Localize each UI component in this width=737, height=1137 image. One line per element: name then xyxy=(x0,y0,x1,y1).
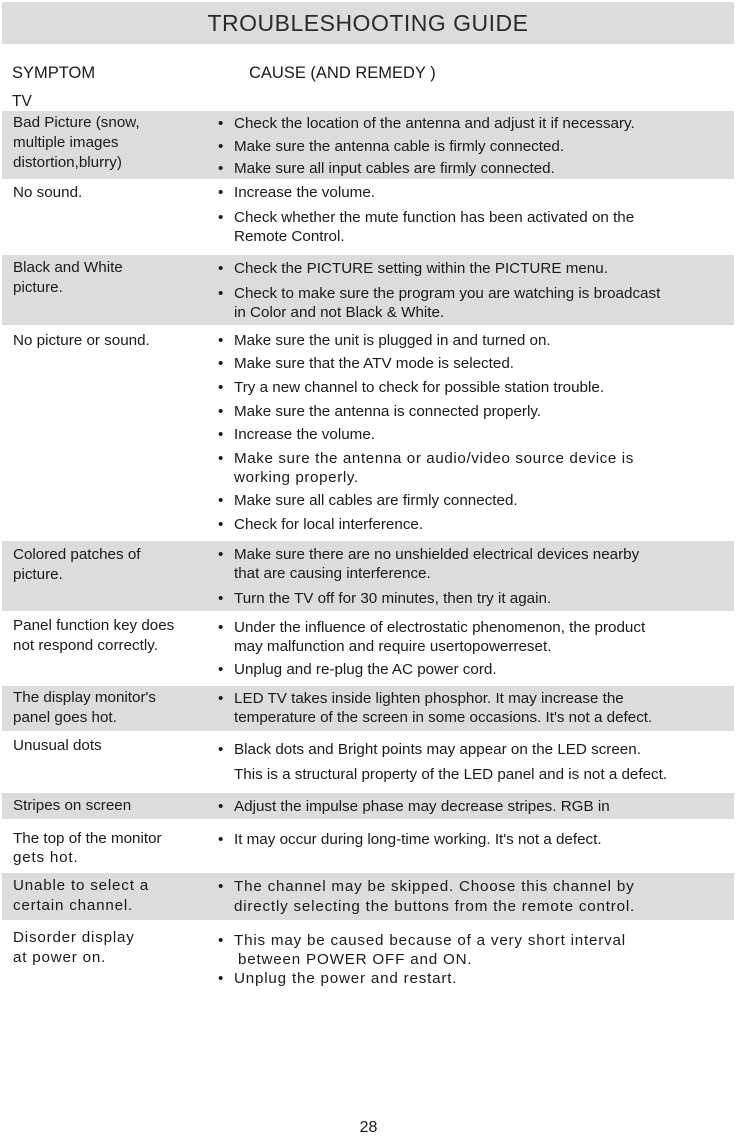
page-number: 28 xyxy=(359,1119,378,1136)
remedy-item: • Make sure all cables are firmly connected. xyxy=(220,491,736,510)
symptom-column-header: SYMPTOM xyxy=(12,64,96,82)
cause-column-header: CAUSE (AND REMEDY ) xyxy=(249,64,436,82)
page-title: TROUBLESHOOTING GUIDE xyxy=(207,9,529,36)
remedy-item: • Increase the volume. xyxy=(220,183,736,202)
symptom-text: The display monitor's panel goes hot. xyxy=(13,689,157,726)
remedy-item: • It may occur during long-time working. It's not a defect. xyxy=(220,830,736,849)
remedy-item: • Check the PICTURE setting within the PICTURE menu. xyxy=(220,259,736,278)
troubleshooting-row xyxy=(2,926,734,996)
troubleshooting-row xyxy=(2,613,734,684)
title-bar xyxy=(2,2,734,44)
remedy-item: • Adjust the impulse phase may decrease stripes. RGB in xyxy=(220,797,736,816)
remedy-item: • LED TV takes inside lighten phosphor. It may increase the temperature of the screen in some occasions. It's not a defect. xyxy=(220,689,736,727)
symptom-text: Stripes on screen xyxy=(13,797,132,814)
remedy-item: • Increase the volume. xyxy=(220,425,736,444)
troubleshooting-row xyxy=(2,541,734,611)
remedy-item: • Make sure there are no unshielded electrical devices nearby that are causing interference. xyxy=(220,545,736,583)
troubleshooting-row xyxy=(2,255,734,325)
remedy-item: • Unplug the power and restart. xyxy=(220,969,736,988)
section-label: TV xyxy=(12,93,32,110)
symptom-text: Panel function key does not respond correctly. xyxy=(13,617,175,654)
troubleshooting-row xyxy=(2,327,734,539)
troubleshooting-row xyxy=(2,733,734,791)
troubleshooting-row xyxy=(2,181,734,253)
symptom-text: Disorder display at power on. xyxy=(13,929,135,966)
troubleshooting-row xyxy=(2,111,734,179)
remedy-item: • Make sure the antenna is connected properly. xyxy=(220,402,736,421)
remedy-item: • Make sure that the ATV mode is selected. xyxy=(220,354,736,373)
symptom-text: No picture or sound. xyxy=(13,332,150,349)
symptom-text: Unusual dots xyxy=(13,737,102,754)
remedy-item: • Turn the TV off for 30 minutes, then try it again. xyxy=(220,589,736,608)
troubleshooting-row xyxy=(2,825,734,871)
remedy-item: • Check to make sure the program you are watching is broadcast in Color and not Black & White. xyxy=(220,284,736,322)
troubleshooting-row xyxy=(2,686,734,731)
remedy-item: • Check the location of the antenna and adjust it if necessary. xyxy=(220,114,736,133)
symptom-text: Unable to select a certain channel. xyxy=(13,877,149,914)
symptom-text: Black and White picture. xyxy=(13,259,123,296)
remedy-item: • Make sure the antenna cable is firmly connected. xyxy=(220,137,736,156)
remedy-item: • This may be caused because of a very short interval between POWER OFF and ON. xyxy=(220,931,736,969)
symptom-text: Bad Picture (snow, multiple images distortion,blurry) xyxy=(13,114,140,171)
symptom-text: Colored patches of picture. xyxy=(13,546,141,583)
remedy-item: • Check for local interference. xyxy=(220,515,736,534)
symptom-text: The top of the monitor gets hot. xyxy=(13,830,162,866)
remedy-item: • The channel may be skipped. Choose this channel by directly selecting the buttons from the remote control. xyxy=(220,877,736,917)
troubleshooting-row xyxy=(2,793,734,819)
remedy-item: • Make sure all input cables are firmly connected. xyxy=(220,159,736,178)
remedy-item: • Black dots and Bright points may appear on the LED screen. This is a structural property of the LED panel and is not a defect. xyxy=(220,737,736,787)
remedy-item: • Under the influence of electrostatic phenomenon, the product may malfunction and require usertopowerreset. xyxy=(220,618,736,656)
remedy-item: • Make sure the antenna or audio/video source device is working properly. xyxy=(220,449,736,487)
remedy-item: • Make sure the unit is plugged in and turned on. xyxy=(220,331,736,350)
remedy-item: • Unplug and re-plug the AC power cord. xyxy=(220,660,736,679)
remedy-item: • Try a new channel to check for possible station trouble. xyxy=(220,378,736,397)
troubleshooting-row xyxy=(2,873,734,920)
remedy-item: • Check whether the mute function has been activated on the Remote Control. xyxy=(220,208,736,246)
symptom-text: No sound. xyxy=(13,184,83,201)
